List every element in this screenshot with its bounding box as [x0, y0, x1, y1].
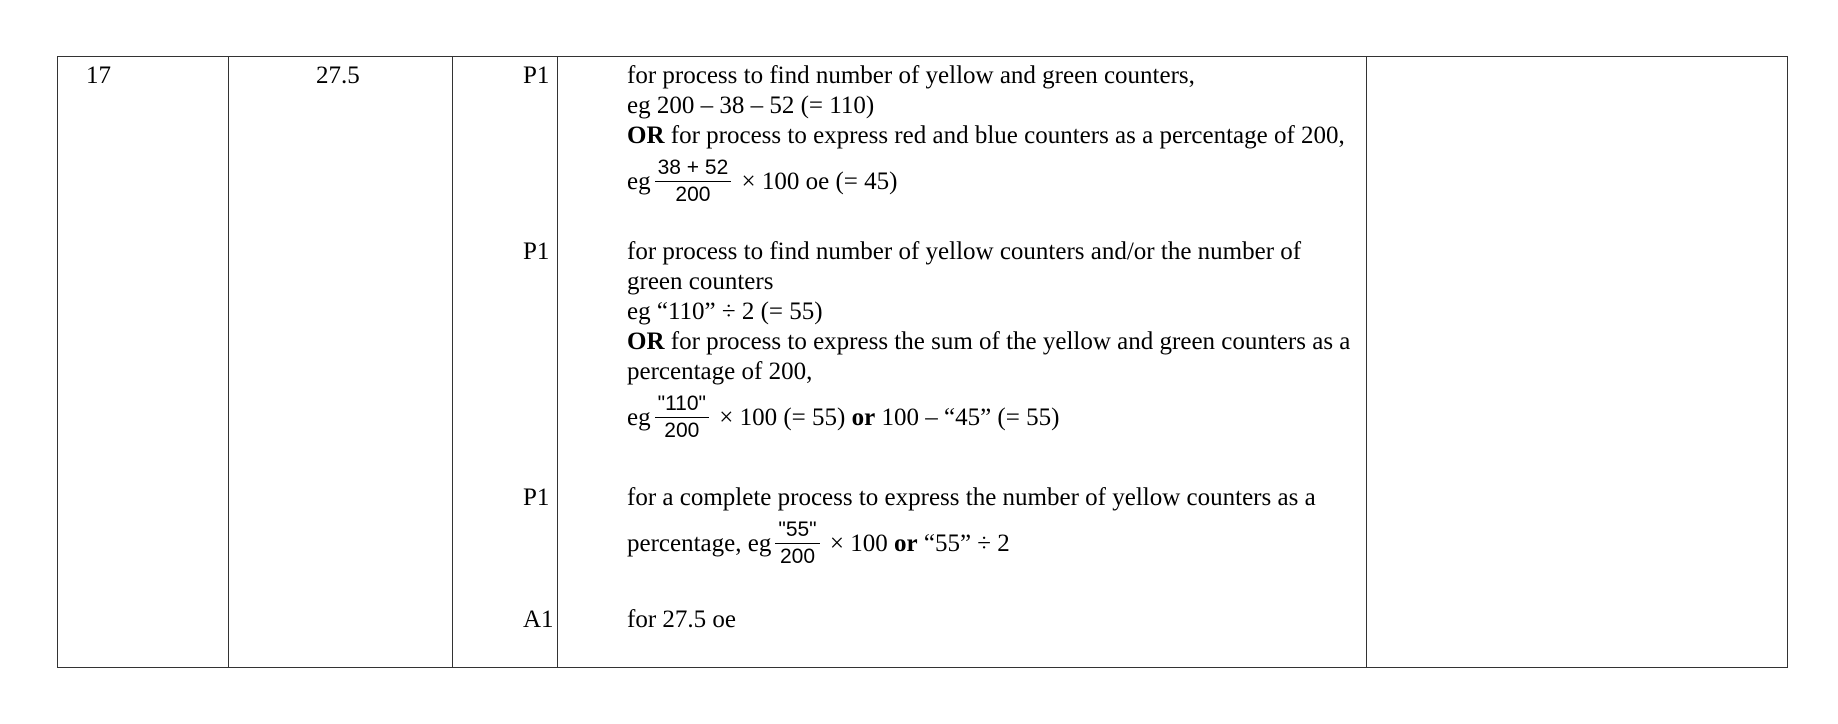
guidance-text: “55” ÷ 2 — [917, 530, 1010, 557]
guidance-line: percentage of 200, — [627, 358, 813, 385]
or-keyword: or — [894, 530, 918, 557]
fraction-numerator: 38 + 52 — [655, 155, 732, 182]
mark-guidance — [627, 605, 736, 635]
guidance-line — [627, 387, 1350, 449]
mark-scheme-table — [57, 56, 1788, 668]
guidance-text: × 100 (= 55) — [713, 404, 852, 431]
fraction — [655, 391, 709, 444]
guidance-text: percentage, eg — [627, 530, 772, 557]
column-divider — [557, 57, 558, 667]
column-divider — [452, 57, 453, 667]
or-keyword: or — [851, 404, 876, 431]
guidance-line — [627, 327, 1350, 357]
guidance-text: × 100 oe (= 45) — [735, 168, 898, 195]
guidance-text: for process to express red and blue counters as a percentage of 200, — [664, 122, 1345, 149]
column-divider — [1366, 57, 1367, 667]
guidance-line — [627, 151, 1345, 213]
guidance-line: eg “110” ÷ 2 (= 55) — [627, 298, 823, 325]
fraction-numerator: "55" — [775, 517, 819, 544]
guidance-line — [627, 513, 1316, 575]
fraction-denominator: 200 — [779, 544, 816, 568]
fraction — [655, 155, 732, 208]
mark-guidance — [627, 237, 1350, 449]
mark-guidance — [627, 483, 1316, 575]
mark-code: P1 — [523, 238, 550, 265]
guidance-line: for a complete process to express the number of yellow counters as a — [627, 484, 1316, 511]
guidance-line: green counters — [627, 268, 774, 295]
or-keyword: OR — [627, 122, 665, 149]
fraction — [775, 517, 819, 570]
mark-code: P1 — [523, 484, 550, 511]
fraction-numerator: "110" — [655, 391, 709, 418]
question-number: 17 — [86, 62, 111, 89]
column-divider — [228, 57, 229, 667]
fraction-denominator: 200 — [664, 418, 700, 442]
mark-code: P1 — [523, 62, 550, 89]
guidance-text: for process to express the sum of the yellow and green counters as a — [664, 328, 1351, 355]
guidance-text: 100 – “45” (= 55) — [875, 404, 1060, 431]
answer-value: 27.5 — [316, 62, 360, 89]
guidance-line: for 27.5 oe — [627, 606, 736, 633]
guidance-line: for process to find number of yellow counters and/or the number of — [627, 238, 1302, 265]
guidance-text: × 100 — [823, 530, 894, 557]
or-keyword: OR — [627, 328, 665, 355]
guidance-line: eg 200 – 38 – 52 (= 110) — [627, 92, 875, 119]
fraction-denominator: 200 — [675, 182, 711, 206]
mark-code: A1 — [523, 606, 554, 633]
guidance-text: eg — [627, 168, 651, 195]
guidance-line — [627, 121, 1345, 151]
guidance-line: for process to find number of yellow and green counters, — [627, 62, 1195, 89]
guidance-text: eg — [627, 404, 651, 431]
mark-guidance — [627, 61, 1345, 213]
